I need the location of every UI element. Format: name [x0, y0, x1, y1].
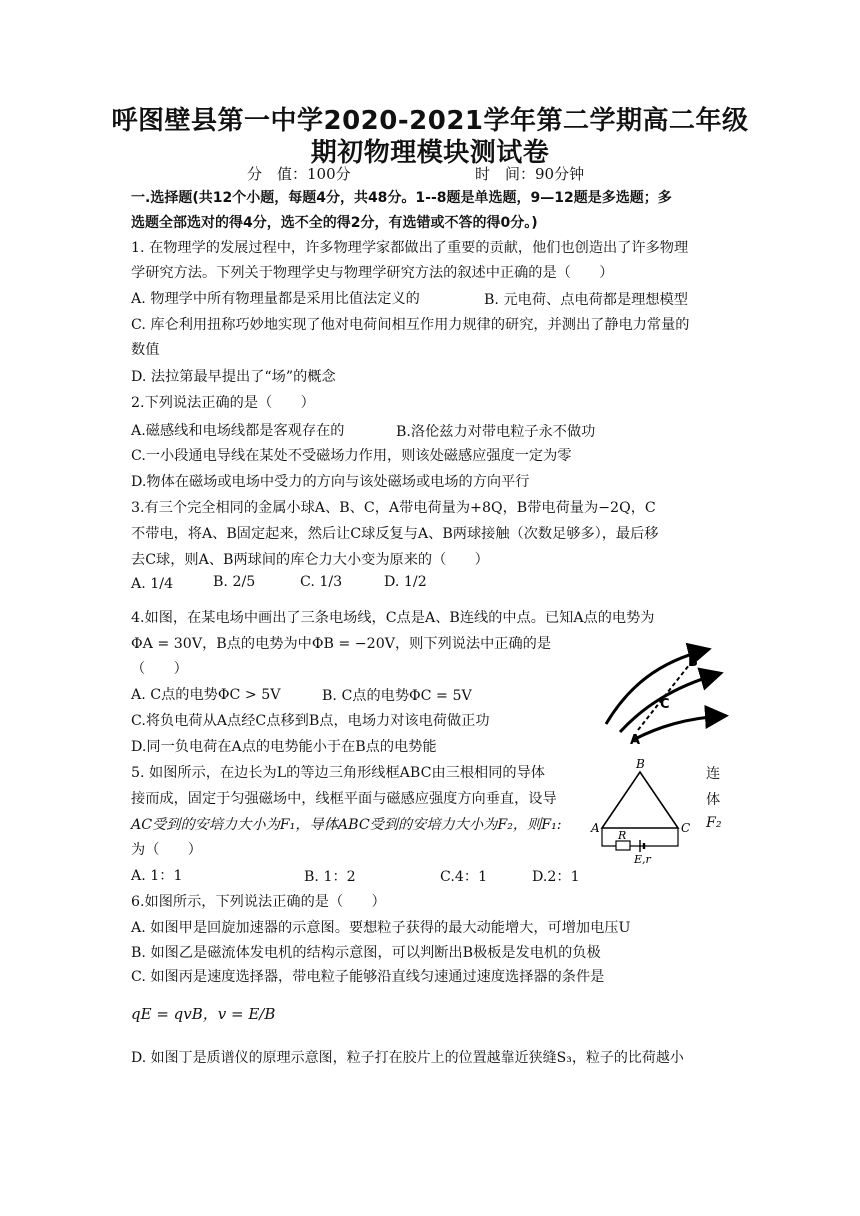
q2-option-b: B.洛伦兹力对带电粒子永不做功	[396, 424, 596, 440]
q6-formula: qE = qvB，v = E/B	[131, 1005, 276, 1023]
q3-stem-cont2: 去C球，则A、B两球间的库仑力大小变为原来的（ ）	[131, 552, 489, 568]
triangle-frame	[602, 772, 678, 828]
q4-option-d: D.同一负电荷在A点的电势能小于在B点的电势能	[131, 739, 437, 755]
q4-option-b: B. C点的电势ΦC = 5V	[322, 688, 472, 704]
q5-triangle-circuit-figure	[590, 756, 700, 866]
q4-option-a: A. C点的电势ΦC > 5V	[131, 687, 281, 703]
q6-option-c: C. 如图丙是速度选择器，带电粒子能够沿直线匀速通过速度选择器的条件是	[131, 969, 605, 985]
q5-label-er: E,r	[634, 853, 651, 866]
resistor-r	[616, 841, 630, 850]
q4-stem: 4.如图，在某电场中画出了三条电场线，C点是A、B连线的中点。已知A点的电势为	[131, 610, 655, 626]
section-header: 一.选择题(共12个小题，每题4分，共48分。1--8题是单选题，9—12题是多选题；多	[131, 190, 672, 206]
q1-option-c: C. 库仑利用扭称巧妙地实现了他对电荷间相互作用力规律的研究，并测出了静电力常量的	[131, 317, 690, 333]
q6-option-b: B. 如图乙是磁流体发电机的结构示意图，可以判断出B极板是发电机的负极	[131, 945, 601, 961]
q5-label-c: C	[681, 821, 691, 835]
section-header-cont: 选题全部选对的得4分，选不全的得2分，有选错或不答的得0分。)	[131, 215, 538, 231]
q5-stem-cont2: AC受到的安培力大小为F₁，导体ABC受到的安培力大小为F₂，则F₁:	[131, 817, 562, 833]
q4-label-c: C	[660, 697, 670, 712]
q5-label-b: B	[636, 757, 645, 771]
q3-option-c: C. 1/3	[300, 574, 343, 590]
score-info: 分 值：100分	[247, 165, 351, 183]
q1-option-d: D. 法拉第最早提出了“场”的概念	[131, 369, 336, 385]
q5-stem-cont: 接而成，固定于匀强磁场中，线框平面与磁感应强度方向垂直，设导	[131, 791, 557, 807]
q3-option-a: A. 1/4	[131, 576, 174, 592]
q4-stem-cont: ΦA = 30V，B点的电势为中ΦB = −20V，则下列说法中正确的是	[131, 636, 552, 652]
q5-stem-end3: F₂	[706, 815, 722, 831]
exam-title-line1: 呼图壁县第一中学2020-2021学年第二学期高二年级	[111, 106, 749, 136]
q4-electric-field-figure	[598, 632, 733, 747]
q1-option-b: B. 元电荷、点电荷都是理想模型	[484, 292, 688, 308]
q6-stem: 6.如图所示，下列说法正确的是（ ）	[131, 894, 386, 910]
q2-option-d: D.物体在磁场或电场中受力的方向与该处磁场或电场的方向平行	[131, 474, 530, 490]
q6-option-a: A. 如图甲是回旋加速器的示意图。要想粒子获得的最大动能增大，可增加电压U	[131, 920, 631, 936]
q5-label-a: A	[591, 821, 600, 835]
q3-option-b: B. 2/5	[213, 574, 256, 590]
q1-option-a: A. 物理学中所有物理量都是采用比值法定义的	[131, 291, 420, 307]
q3-stem-cont: 不带电，将A、B固定起来，然后让C球反复与A、B两球接触（次数足够多），最后移	[131, 526, 659, 542]
q4-label-a: A	[630, 733, 641, 747]
q4-stem-cont2: （ ）	[131, 661, 188, 677]
q2-stem: 2.下列说法正确的是（ ）	[131, 395, 315, 411]
q5-label-r: R	[618, 829, 627, 842]
field-line-3	[633, 716, 723, 740]
q5-option-b: B. 1：2	[304, 869, 356, 885]
time-info: 时 间：90分钟	[475, 165, 585, 183]
q5-option-a: A. 1：1	[131, 868, 183, 884]
q1-stem-cont: 学研究方法。下列关于物理学史与物理学研究方法的叙述中正确的是（ ）	[131, 265, 614, 281]
q5-stem-cont3: 为（ ）	[131, 842, 202, 858]
q1-stem: 1. 在物理学的发展过程中，许多物理学家都做出了重要的贡献，他们也创造出了许多物理	[131, 240, 689, 256]
q1-option-c-cont: 数值	[131, 342, 160, 358]
q2-option-c: C.一小段通电导线在某处不受磁场力作用，则该处磁感应强度一定为零	[131, 448, 572, 464]
q2-option-a: A.磁感线和电场线都是客观存在的	[131, 423, 345, 439]
q5-option-d: D.2：1	[532, 869, 580, 885]
q4-label-b: B	[688, 655, 698, 670]
ab-dashed-line	[638, 660, 693, 730]
exam-title-line2: 期初物理模块测试卷	[310, 138, 550, 168]
q3-option-d: D. 1/2	[384, 574, 427, 590]
q6-option-d: D. 如图丁是质谱仪的原理示意图，粒子打在胶片上的位置越靠近狭缝S₃，粒子的比荷越小	[131, 1050, 684, 1066]
q5-stem: 5. 如图所示，在边长为L的等边三角形线框ABC由三根相同的导体	[131, 765, 545, 781]
q3-stem: 3.有三个完全相同的金属小球A、B、C，A带电荷量为+8Q，B带电荷量为−2Q，C	[131, 500, 656, 516]
q4-option-c: C.将负电荷从A点经C点移到B点，电场力对该电荷做正功	[131, 713, 490, 729]
q5-option-c: C.4：1	[440, 869, 488, 885]
q5-stem-end: 连	[706, 766, 721, 782]
q5-stem-end2: 体	[706, 792, 721, 808]
